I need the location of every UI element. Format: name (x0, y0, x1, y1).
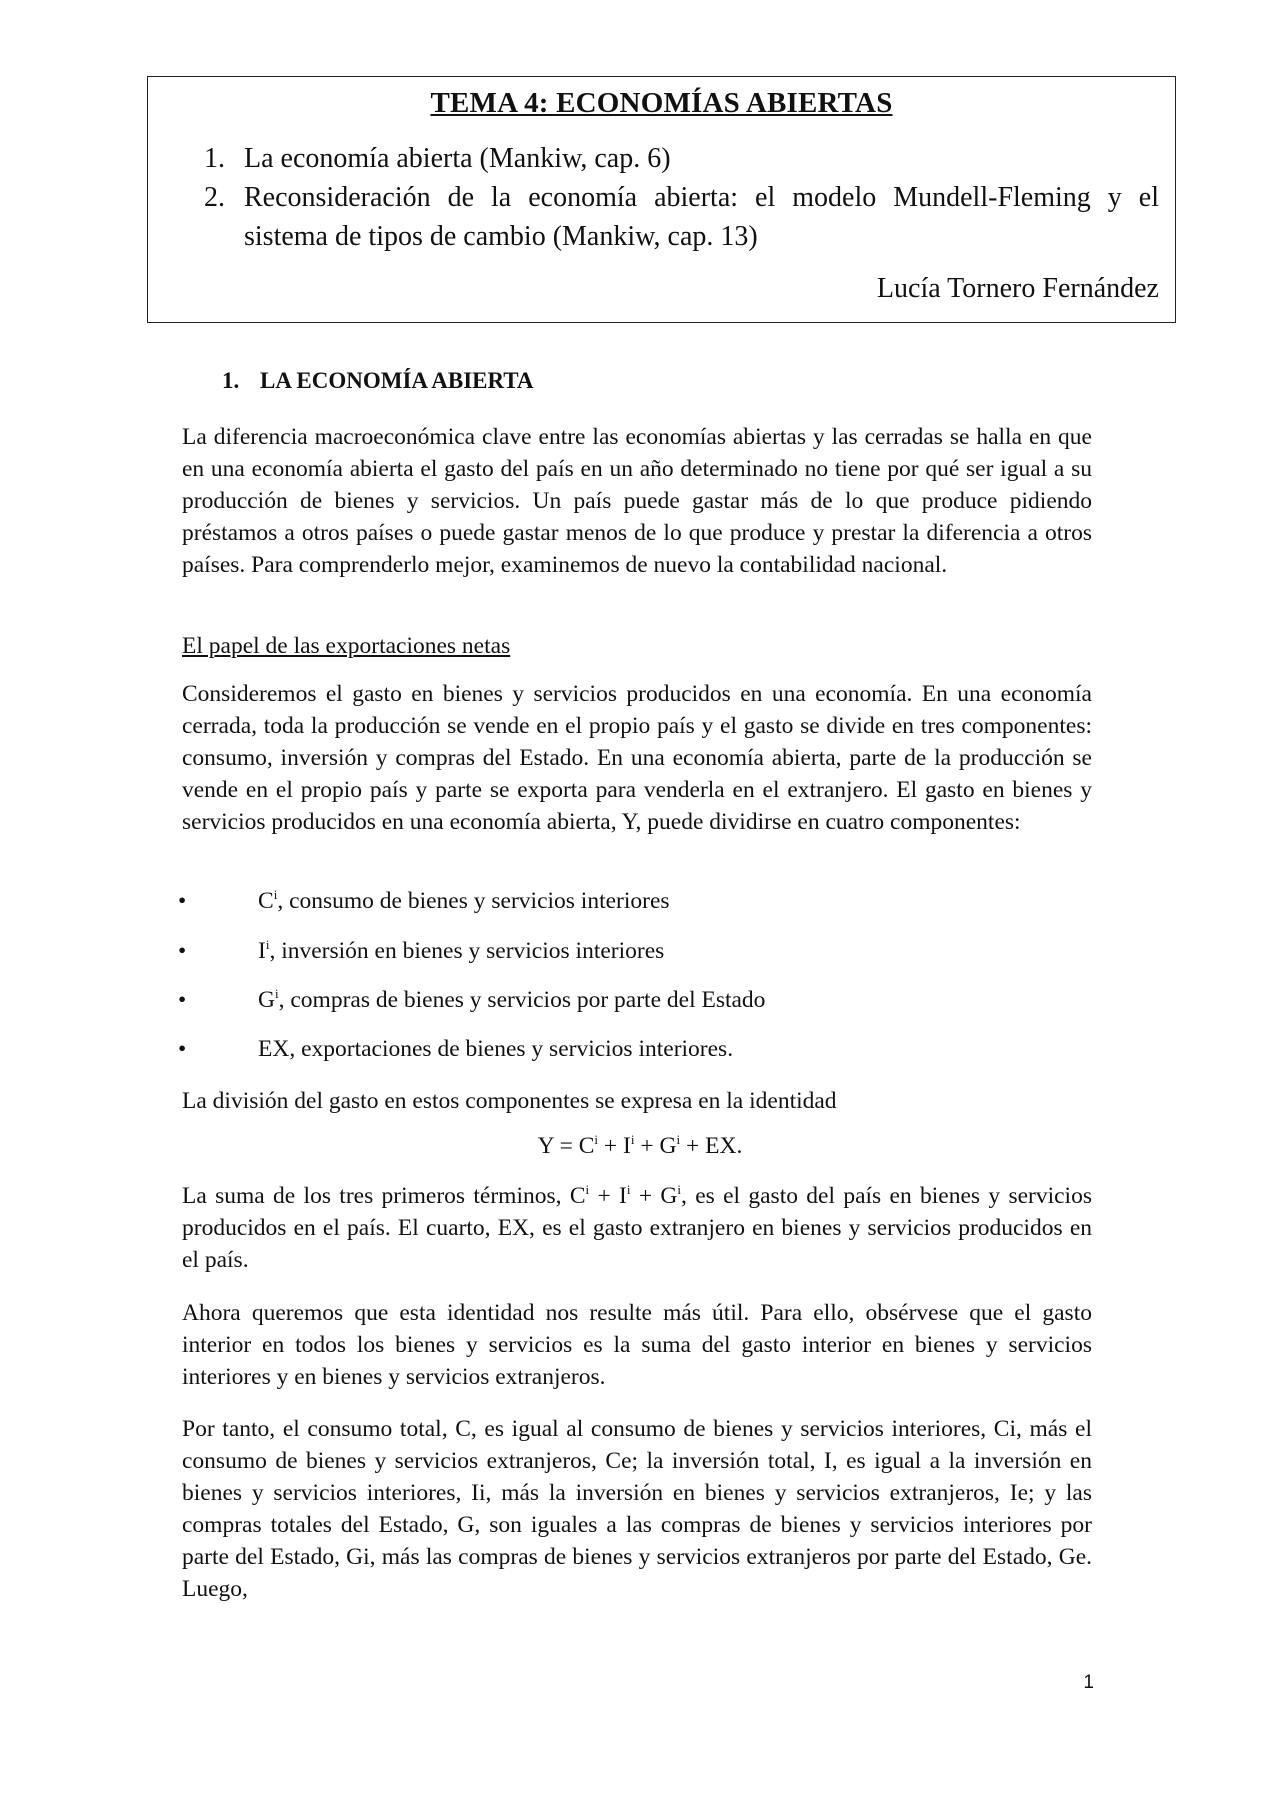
equation-part: + EX. (680, 1133, 743, 1159)
bullet-variable: I (258, 938, 266, 964)
list-item (178, 888, 1098, 915)
superscript: i (630, 1132, 635, 1147)
bullet-icon: • (178, 888, 187, 914)
subheading-net-exports: El papel de las exportaciones netas (182, 633, 511, 659)
paragraph-identity-useful: Ahora queremos que esta identidad nos resulte más útil. Para ello, obsérvese que el gasto interior en todos los bienes y servicios es la suma del gasto interior en bienes y servicios interiores y en bienes y servicios extranjeros. (182, 1300, 1092, 1390)
superscript: i (273, 887, 278, 902)
superscript: i (274, 986, 279, 1001)
paragraph-intro: La diferencia macroeconómica clave entre las economías abiertas y las cerradas se halla en que en una economía abierta el gasto del país en un año determinado no tiene por qué ser igual a su producción de bienes y servicios. Un país puede gastar más de lo que produce pidiendo préstamos a otros países o puede gastar menos de lo que produce y prestar la diferencia a otros países. Para comprenderlo mejor, examinemos de nuevo la contabilidad nacional. (182, 424, 1092, 578)
bullet-text: , compras de bienes y servicios por parte del Estado (278, 987, 766, 1013)
author-name: Lucía Tornero Fernández (876, 273, 1159, 304)
title-box (147, 76, 1176, 323)
paragraph-totals: Por tanto, el consumo total, C, es igual al consumo de bienes y servicios interiores, Ci, más el consumo de bienes y servicios extranjeros, Ce; la inversión total, I, es igual a la inversión en bienes y servicios interiores, Ii, más la inversión en bienes y servicios extranjeros, Ie; y las compras totales del Estado, G, son iguales a las compras de bienes y servicios interiores por parte del Estado, Gi, más las compras de bienes y servicios extranjeros por parte del Estado, Ge. Luego, (182, 1416, 1092, 1602)
toc-item-number: 1. (204, 143, 225, 174)
text-run: , es el gasto del país en bienes y servicios producidos en el país. El cuarto, EX, es el gasto extranjero en bienes y servicios producidos en el país. (182, 1183, 1092, 1273)
paragraph-spending: Consideremos el gasto en bienes y servicios producidos en una economía. En una economía cerrada, toda la producción se vende en el propio país y el gasto se divide en tres componentes: consumo, inversión y compras del Estado. En una economía abierta, parte de la producción se vende en el propio país y parte se exporta para venderla en el extranjero. El gasto en bienes y servicios producidos en una economía abierta, Y, puede dividirse en cuatro componentes: (182, 681, 1092, 835)
toc-item-text: Reconsideración de la economía abierta: el modelo Mundell-Fleming y el sistema de tipos de cambio (Mankiw, cap. 13) (244, 182, 1159, 252)
bullet-text: , exportaciones de bienes y servicios interiores. (289, 1036, 734, 1062)
equation-part: + I (598, 1133, 631, 1159)
superscript: i (677, 1182, 681, 1197)
bullet-icon: • (178, 987, 187, 1013)
toc-item-number: 2. (204, 182, 225, 213)
page-number: 1 (1083, 1672, 1094, 1693)
equation-part: + G (634, 1133, 677, 1159)
document-title: TEMA 4: ECONOMÍAS ABIERTAS (430, 87, 893, 119)
bullet-variable: C (258, 888, 274, 914)
bullet-icon: • (178, 938, 187, 964)
paragraph-sum-terms (182, 1180, 1092, 1276)
paragraph-identity-intro: La división del gasto en estos componentes se expresa en la identidad (182, 1088, 837, 1114)
section-title: LA ECONOMÍA ABIERTA (260, 368, 534, 393)
superscript: i (676, 1132, 681, 1147)
list-item (178, 1036, 1098, 1063)
text-run: + G (630, 1183, 678, 1209)
section-number: 1. (222, 368, 240, 393)
bullet-text: , consumo de bienes y servicios interiores (277, 888, 670, 914)
superscript: i (265, 937, 270, 952)
table-of-contents (204, 139, 1159, 256)
equation-part: Y = C (537, 1133, 595, 1159)
superscript: i (626, 1182, 631, 1197)
list-item (178, 938, 1098, 965)
text-run: + I (589, 1183, 627, 1209)
bullet-variable: EX (258, 1036, 290, 1062)
toc-item (204, 139, 1159, 178)
bullet-variable: G (258, 987, 275, 1013)
toc-item-text: La economía abierta (Mankiw, cap. 6) (244, 143, 671, 174)
bullet-text: , inversión en bienes y servicios interiores (269, 938, 665, 964)
section-heading (222, 368, 534, 394)
toc-item (204, 178, 1159, 256)
equation-identity (0, 1133, 1280, 1160)
superscript: i (585, 1182, 590, 1197)
list-item (178, 987, 1098, 1014)
bullet-icon: • (178, 1036, 187, 1062)
text-run: La suma de los tres primeros términos, C (182, 1183, 586, 1209)
superscript: i (594, 1132, 599, 1147)
